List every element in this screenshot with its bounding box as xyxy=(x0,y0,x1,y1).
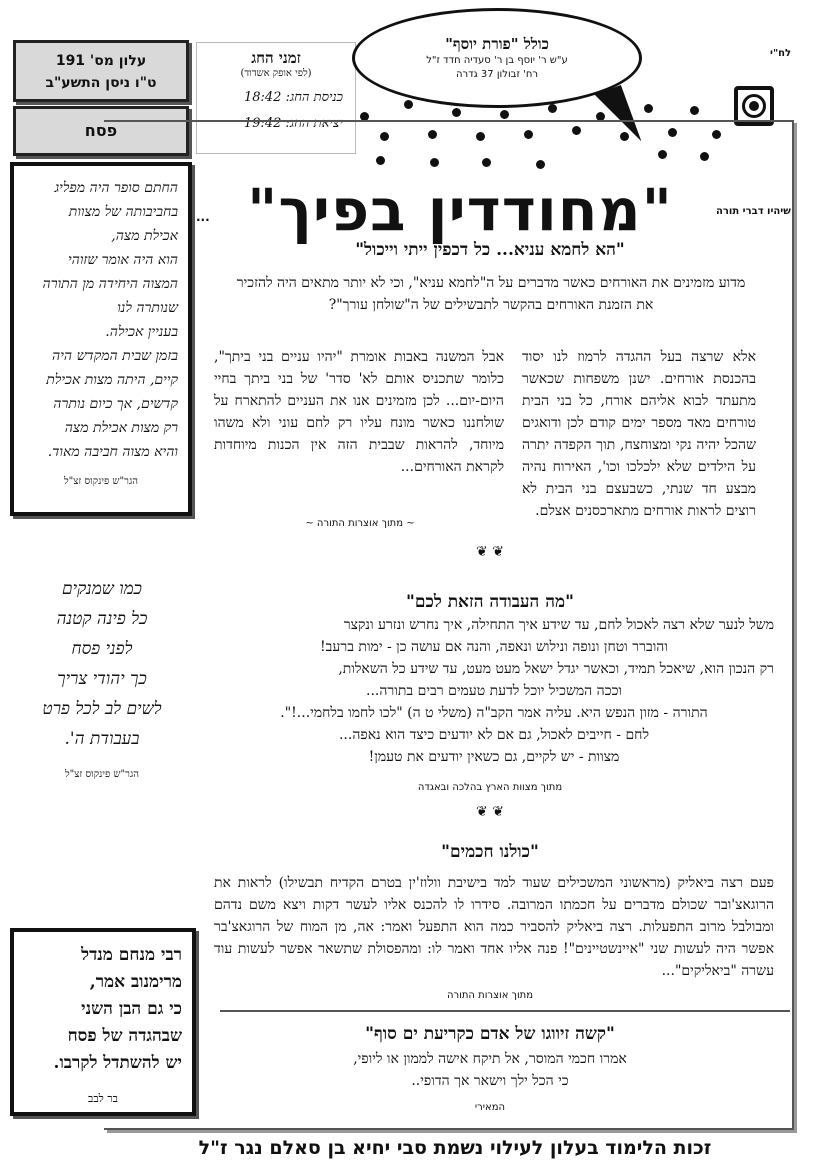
ornament-divider-icon: ❦ ❦ xyxy=(476,804,504,820)
side-quote-line: יש להשתדל לקרבו. xyxy=(53,1053,182,1073)
title-suffix: ... xyxy=(196,210,210,224)
side-quote-line: הוא היה אומר שזוהי xyxy=(67,252,178,268)
article3-body: פעם רצה ביאליק (מראשוני המשכילים שעוד למד בישיבת וולוז'ין בטרם הקדיח תבשילו) לראות את הרוגאצ'ובר שכולם מדברים על חכמתו המרובה. סידרו לו להכנס אליו לעשר דקות ויצא משם נדהם ומבולבל מרוב התפעלות. רצה ביאליק להסביר כמה הוא התפעל ואמר: אה, מן המוח של הרוגאצ'בר אפשר היה לעשות שני "איינשטיינים"! פנה אליו אחד ואמר לו: ומהפסולת שתשאר אפשר לעשות עוד עשרה "ביאליקים"... xyxy=(214,875,774,979)
footer-dedication: זכות הלימוד בעלון לעילוי נשמת סבי יחיא בן סאלם נגר ז"ל xyxy=(198,1137,712,1159)
side-quote-cleaning xyxy=(10,574,194,790)
side-quote-line: קדשים, אך כיום נותרה xyxy=(53,396,178,412)
side-quote-line: החתם סופר היה מפליג xyxy=(54,180,178,196)
decorative-dot xyxy=(452,108,461,117)
side-quote-line: בעניין אכילה. xyxy=(105,324,178,340)
kollel-dedication: ע"ש ר' יוסף בן ר' סעדיה חדד ז"ל xyxy=(426,55,568,66)
issue-number: עלון מס' 191 xyxy=(55,53,147,69)
holiday-end-time: יציאת החג: 19:42 xyxy=(243,116,343,131)
article2-line: רק הנכון הוא, שיאכל תמיד, וכאשר יגדל ישאל מעט מעט, עד שידע כל השאלות, xyxy=(338,661,774,677)
side-quote-line: כל פינה קטנה xyxy=(56,609,148,629)
article2-line: לחם - חייבים לאכול, גם אם לא יודעים כיצד הוא נאפה... xyxy=(338,727,650,743)
main-title: "מחודדין בפיך" xyxy=(247,176,673,244)
article4-source: המאירי xyxy=(474,1102,506,1113)
side-quote-line: קיים, היתה מצות אכילת xyxy=(46,372,178,388)
article4-line1: אמרו חכמי המוסר, אל תיקח אישה לממון או ליופי, xyxy=(353,1051,627,1067)
issue-info-box xyxy=(13,40,189,102)
title-prefix: שיהיו דברי תורה xyxy=(716,206,791,217)
side-quote-signature: הגר"ש פינקוס זצ"ל xyxy=(64,769,140,780)
article4-headline: "קשה זיווגו של אדם כקריעת ים סוף" xyxy=(365,1024,615,1044)
article2-line: משל לנער שלא רצה לאכול לחם, עד שידע איך התחילה, איך נחרש ונזרע ונקצר xyxy=(343,617,774,633)
decorative-dot xyxy=(644,104,653,113)
issue-date: ט"ו ניסן התשע"ב xyxy=(45,75,157,91)
article2-line: והוברר וטחן ונופה ונילוש ונאפה, והנה אם עושה כן - ימות ברעב! xyxy=(320,639,668,655)
article2-source: מתוך מצוות הארץ בהלכה ובאגדה xyxy=(417,782,563,793)
candle-lighting-time: כניסת החג: 18:42 xyxy=(243,90,343,105)
article2-headline: "מה העבודה הזאת לכם" xyxy=(406,592,574,612)
article1-headline: "הא לחמא עניא... כל דכפין ייתי וייכול" xyxy=(355,240,625,260)
lechaim-label: לח"י xyxy=(770,48,792,59)
section-divider-line xyxy=(220,1010,790,1012)
decorative-dot xyxy=(404,100,413,109)
article1-intro: מדוע מזמינים את האורחים כאשר מדברים על ה"לחמא עניא", וכי לא יותר מתאים היה להזכיר את הזמנת האורחים בהקשר לתבשילים של ה"שולחן עורך"? xyxy=(236,275,746,313)
article4-line2: כי הכל ילך וישאר אך הדופי.. xyxy=(411,1073,569,1089)
kollel-speech-bubble xyxy=(352,8,642,108)
article2-line: מצוות - יש לקיים, גם כשאין יודעים את טעמן! xyxy=(368,749,620,765)
article1-column-left: אבל המשנה באבות אומרת "יהיו עניים בני ביתך", כלומר שתכניס אותם לא' סדר' של בני ביתך בחיי היום-יום... לכן מזמינים אנו את העניים להתארח על שולחננו כאשר מונח עליו רק לחם עוני ולא משהו מיוחד, להראות שבבית הזה אין הכנות מיוחדות לקראת האורחים... xyxy=(214,349,504,475)
times-title: זמני החג xyxy=(251,49,301,67)
holiday-name: פסח xyxy=(84,121,118,140)
side-quote-line: שנותרה לנו xyxy=(117,300,178,316)
ornament-divider-icon: ❦ ❦ xyxy=(476,544,504,560)
decorative-dot xyxy=(548,104,557,113)
article3-headline: "כולנו חכמים" xyxy=(441,842,539,862)
side-quote-line: לשים לב לכל פרט xyxy=(42,699,162,719)
side-quote-line: לפני פסח xyxy=(71,639,133,659)
side-quote-line: כי גם הבן השני xyxy=(81,999,182,1019)
side-quote-line: בחביבותה של מצוות xyxy=(68,204,178,220)
side-quote-line: כמו שמנקים xyxy=(62,579,142,599)
side-quote-line: רבי מנחם מנדל xyxy=(81,945,182,965)
article3-source: מתוך אוצרות התורה xyxy=(446,990,534,1001)
side-quote-line: אכילת מצה, xyxy=(111,228,178,244)
side-quote-line: המצוה היחידה מן התורה xyxy=(42,276,178,292)
side-quote-line: והיא מצוה חביבה מאוד. xyxy=(47,444,178,460)
times-note: (לפי אופק אשדוד) xyxy=(240,68,312,79)
side-quote-line: בזמן שבית המקדש היה xyxy=(52,348,178,364)
side-quote-line: בעבודת ה'. xyxy=(64,729,140,749)
side-quote-line: מרימנוב אמר, xyxy=(89,972,182,992)
decorative-dot xyxy=(500,110,509,119)
side-quote-signature: הגר"ש פינקוס זצ"ל xyxy=(63,476,139,487)
decorative-dot xyxy=(690,106,699,115)
article1-source: ~ מתוך אוצרות התורה ~ xyxy=(305,518,415,529)
side-quote-signature: בר לבב xyxy=(88,1092,118,1105)
article2-line: וככה המשכיל יוכל לדעת טעמים רבים בתורה... xyxy=(366,683,622,699)
kollel-name: כולל "פורת יוסף" xyxy=(445,35,549,53)
side-quote-box-chatam-sofer xyxy=(10,162,192,516)
article1-column-right: אלא שרצה בעל ההגדה לרמוז לנו יסוד בהכנסת אורחים. ישנן משפחות שכאשר מתעתד לבוא אליהם אורח, כל בני הבית טורחים מאד מספר ימים קודם לכן ודואגים שהכל יהיה נקי ומצוחצח, תוך הקפדה יתרה על הילדים שלא ילכלכו וכו', האירוח נהיה מבצע חד שנתי, כשבעצם בני הבית לא רוצים לראות אורחים מתארכסנים אצלם. xyxy=(522,349,756,519)
article2-line: התורה - מזון הנפש היא. עליה אמר הקב"ה (משלי ט ה) "לכו לחמו בלחמי...!". xyxy=(280,705,708,721)
kollel-address: רח' זבולון 37 גדרה xyxy=(455,69,539,80)
side-quote-line: רק מצות אכילת מצה xyxy=(64,420,178,436)
article2-body xyxy=(214,614,774,768)
side-quote-line: כך יהודי צריך xyxy=(57,669,147,689)
side-quote-box-rimanov xyxy=(10,928,196,1116)
side-quote-line: שבהגדה של פסח xyxy=(67,1026,182,1046)
